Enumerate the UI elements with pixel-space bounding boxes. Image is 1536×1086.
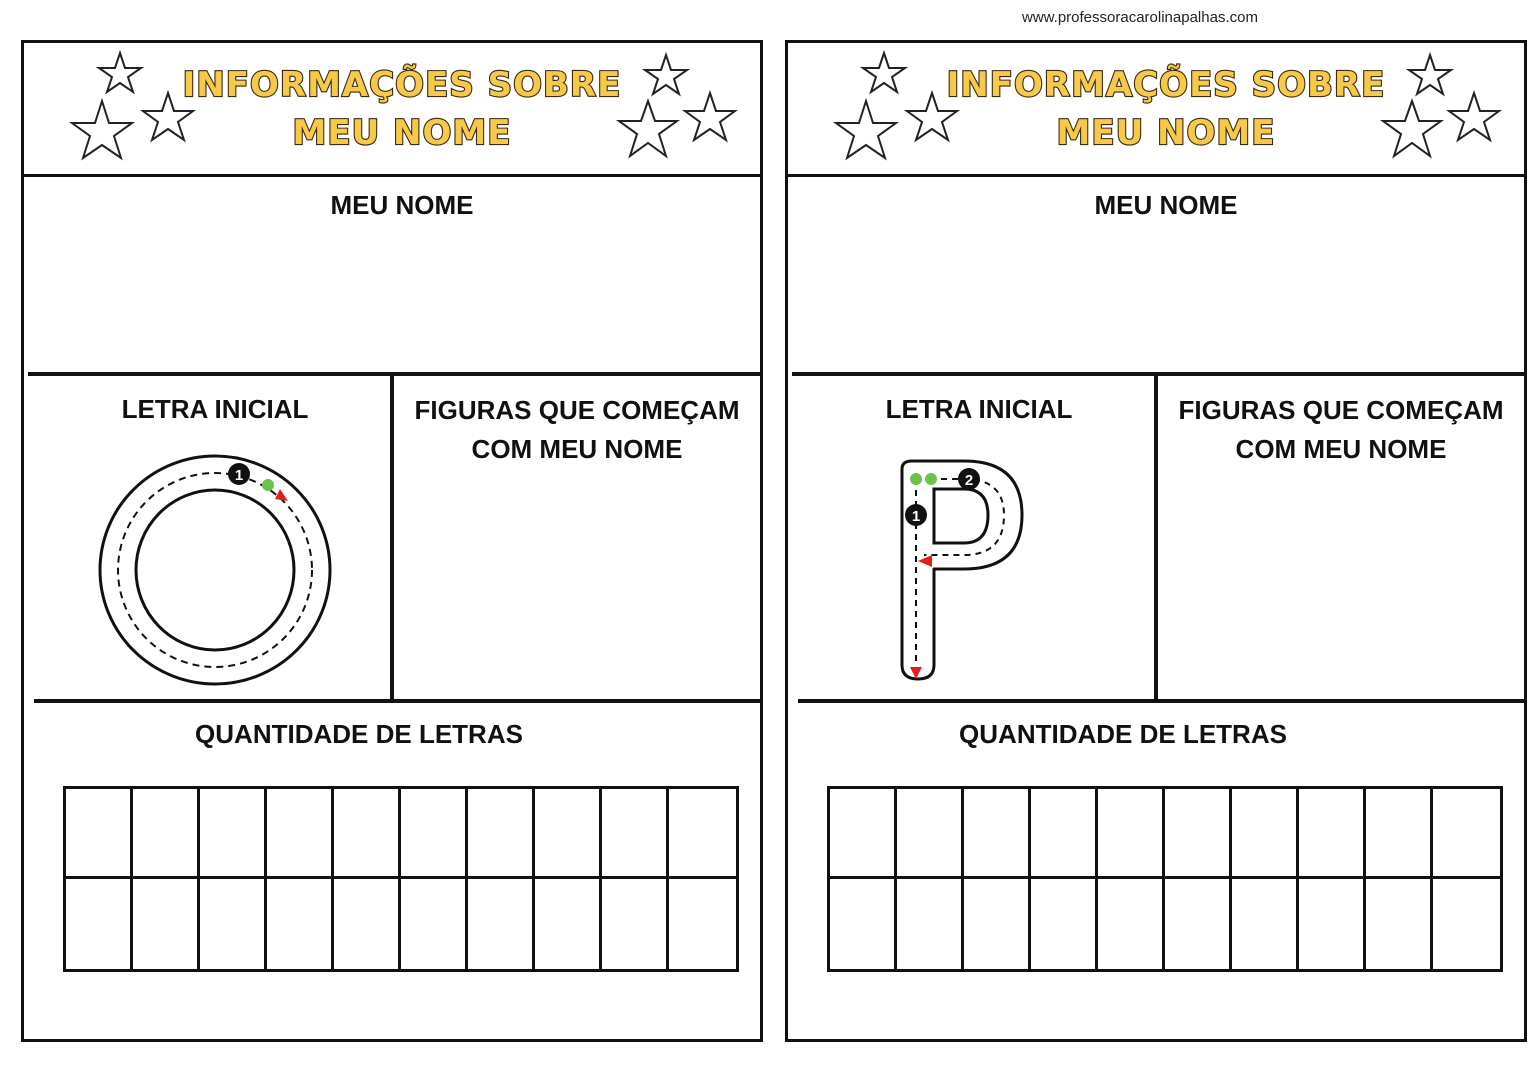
star-icon xyxy=(1409,55,1451,94)
start-dot xyxy=(262,479,274,491)
title-banner xyxy=(24,43,760,177)
letter-p-tracing xyxy=(894,457,1030,687)
letter-box xyxy=(1366,879,1433,969)
letter-box xyxy=(1299,789,1366,879)
letter-box xyxy=(602,789,669,879)
letter-box xyxy=(401,879,468,969)
title-line-1: INFORMAÇÕES SOBRE xyxy=(182,65,622,105)
letter-box xyxy=(267,879,334,969)
letter-box xyxy=(897,789,964,879)
letter-p-bowl xyxy=(934,489,988,543)
decorative-stars-left xyxy=(72,53,193,158)
letter-box xyxy=(1165,879,1232,969)
letter-box xyxy=(133,789,200,879)
name-label: MEU NOME xyxy=(1094,190,1238,220)
star-icon xyxy=(1449,93,1499,140)
start-dot xyxy=(910,473,922,485)
letter-box xyxy=(401,789,468,879)
website-url: www.professoracarolinapalhas.com xyxy=(1022,9,1258,26)
letter-count-grid xyxy=(63,786,739,972)
name-label: MEU NOME xyxy=(330,190,474,220)
letter-p-outline xyxy=(902,461,1022,679)
star-icon xyxy=(685,93,735,140)
letter-box xyxy=(669,879,736,969)
star-icon xyxy=(645,55,687,94)
star-icon xyxy=(1383,101,1441,156)
title-line-1: INFORMAÇÕES SOBRE xyxy=(946,65,1386,105)
letter-o-guide xyxy=(118,473,312,667)
figures-label-line-2: COM MEU NOME xyxy=(1235,434,1447,464)
letter-box xyxy=(830,879,897,969)
letter-box xyxy=(267,789,334,879)
divider xyxy=(28,372,761,376)
letter-box xyxy=(1299,879,1366,969)
letter-box xyxy=(468,789,535,879)
figures-label-line-2: COM MEU NOME xyxy=(471,434,683,464)
direction-arrow xyxy=(918,555,932,567)
divider xyxy=(798,699,1524,703)
letter-box xyxy=(200,879,267,969)
figures-label-line-1: FIGURAS QUE COMEÇAM xyxy=(1178,395,1504,425)
initial-letter-label: LETRA INICIAL xyxy=(885,394,1073,424)
letter-box xyxy=(669,789,736,879)
divider xyxy=(792,372,1525,376)
letter-box xyxy=(133,879,200,969)
star-icon xyxy=(863,53,905,92)
letter-box xyxy=(1433,789,1500,879)
letter-box xyxy=(964,879,1031,969)
letter-box xyxy=(897,879,964,969)
letter-o-inner xyxy=(136,490,294,650)
letter-count-label: QUANTIDADE DE LETRAS xyxy=(959,719,1287,749)
stroke-number-1: 1 xyxy=(911,508,921,525)
stroke-number-2: 2 xyxy=(964,472,974,489)
letter-box xyxy=(535,789,602,879)
direction-arrow xyxy=(275,489,288,501)
decorative-stars-left xyxy=(836,53,957,158)
worksheet-letter-p xyxy=(785,40,1527,1042)
letter-box xyxy=(830,789,897,879)
letter-box xyxy=(334,789,401,879)
letter-box xyxy=(468,879,535,969)
worksheet-header xyxy=(24,43,760,177)
decorative-stars-right xyxy=(619,55,735,156)
letter-box xyxy=(1232,789,1299,879)
letter-box xyxy=(1232,879,1299,969)
title-line-2: MEU NOME xyxy=(1056,113,1276,153)
initial-letter-label: LETRA INICIAL xyxy=(121,394,309,424)
start-dot xyxy=(925,473,937,485)
letter-box xyxy=(1098,789,1165,879)
figures-label-line-1: FIGURAS QUE COMEÇAM xyxy=(414,395,740,425)
letter-box xyxy=(66,789,133,879)
letter-box xyxy=(1031,789,1098,879)
star-icon xyxy=(619,101,677,156)
letter-count-label: QUANTIDADE DE LETRAS xyxy=(195,719,523,749)
decorative-stars-right xyxy=(1383,55,1499,156)
letter-box xyxy=(535,879,602,969)
worksheet-letter-o xyxy=(21,40,763,1042)
divider xyxy=(34,699,760,703)
letter-box xyxy=(602,879,669,969)
letter-box xyxy=(1031,879,1098,969)
letter-box xyxy=(1433,879,1500,969)
letter-box xyxy=(66,879,133,969)
letter-box xyxy=(334,879,401,969)
letter-box xyxy=(1098,879,1165,969)
letter-box xyxy=(964,789,1031,879)
letter-box xyxy=(1366,789,1433,879)
star-icon xyxy=(99,53,141,92)
letter-box xyxy=(200,789,267,879)
title-line-2: MEU NOME xyxy=(292,113,512,153)
letter-box xyxy=(1165,789,1232,879)
star-icon xyxy=(72,101,132,158)
letter-o-tracing xyxy=(94,445,334,687)
worksheet-header xyxy=(788,43,1524,177)
letter-count-grid xyxy=(827,786,1503,972)
stroke-number-1: 1 xyxy=(234,467,244,484)
title-banner xyxy=(788,43,1524,177)
star-icon xyxy=(836,101,896,158)
